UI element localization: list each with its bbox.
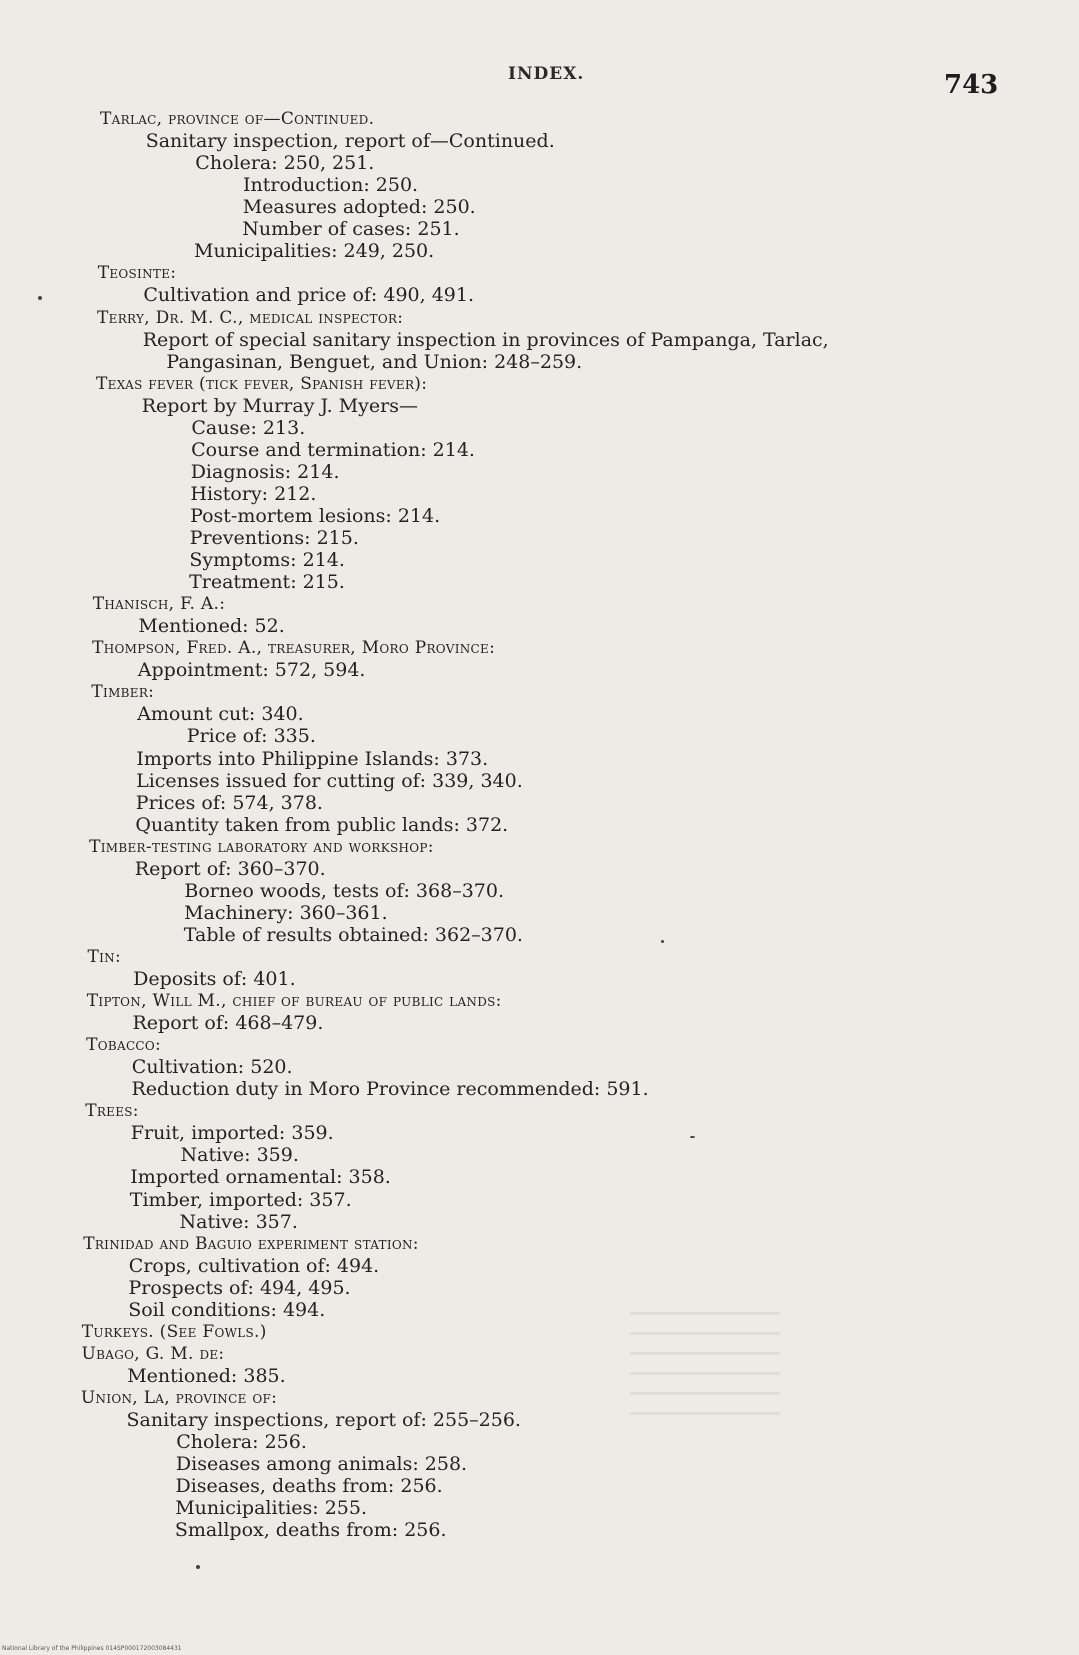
index-subentry: Symptoms: 214. xyxy=(189,549,345,571)
index-subentry: Native: 359. xyxy=(180,1144,299,1167)
index-subentry: Cholera: 256. xyxy=(176,1431,307,1453)
index-heading: Texas fever (tick fever, Spanish fever): xyxy=(96,373,428,394)
index-subentry: Table of results obtained: 362–370. xyxy=(183,923,523,946)
index-subentry: Report of: 360–370. xyxy=(134,857,326,880)
index-subentry: Prices of: 574, 378. xyxy=(135,791,323,814)
index-heading: Tipton, Will M., chief of bureau of public lands: xyxy=(86,991,502,1011)
index-heading: Trees: xyxy=(85,1101,139,1122)
index-subentry: Municipalities: 255. xyxy=(175,1497,368,1520)
index-subentry: Prospects of: 494, 495. xyxy=(128,1276,351,1299)
scan-footer-note: National Library of the Philippines 014SP000172003084431 xyxy=(2,1645,182,1652)
index-subentry: Price of: 335. xyxy=(186,725,316,748)
index-subentry: Machinery: 360–361. xyxy=(184,901,388,924)
ink-speck xyxy=(38,296,42,300)
index-subentry: Report of special sanitary inspection in provinces of Pampanga, Tarlac, xyxy=(142,328,829,351)
index-subentry: Pangasinan, Benguet, and Union: 248–259. xyxy=(166,350,583,373)
index-heading: Ubago, G. M. de: xyxy=(81,1343,225,1364)
index-subentry: Imports into Philippine Islands: 373. xyxy=(136,747,489,770)
index-heading: Thompson, Fred. A., treasurer, Moro Province: xyxy=(92,638,496,659)
index-heading: Trinidad and Baguio experiment station: xyxy=(83,1233,419,1254)
index-subentry: Amount cut: 340. xyxy=(137,703,304,726)
index-heading: Teosinte: xyxy=(97,263,177,284)
index-subentry: Appointment: 572, 594. xyxy=(137,659,366,682)
index-subentry: Cultivation: 520. xyxy=(131,1056,293,1079)
index-subentry: Report of: 468–479. xyxy=(132,1012,324,1035)
ink-speck xyxy=(196,1565,200,1569)
index-subentry: Diagnosis: 214. xyxy=(190,460,340,483)
index-heading: Union, La, province of: xyxy=(80,1387,278,1408)
index-subentry: Quantity taken from public lands: 372. xyxy=(135,813,509,836)
index-subentry: Deposits of: 401. xyxy=(133,968,296,990)
index-subentry: Diseases, deaths from: 256. xyxy=(175,1475,443,1498)
index-subentry: History: 212. xyxy=(190,482,317,505)
index-subentry: Soil conditions: 494. xyxy=(128,1298,326,1321)
index-heading: Timber-testing laboratory and workshop: xyxy=(89,836,434,857)
index-subentry: Sanitary inspection, report of—Continued. xyxy=(145,130,555,153)
index-subentry: Reduction duty in Moro Province recommended: 591. xyxy=(131,1078,649,1101)
index-subentry: Borneo woods, tests of: 368–370. xyxy=(184,879,505,902)
index-heading: Timber: xyxy=(91,682,155,703)
index-subentry: Imported ornamental: 358. xyxy=(130,1166,391,1189)
index-subentry: Diseases among animals: 258. xyxy=(175,1453,468,1475)
index-subentry: Measures adopted: 250. xyxy=(242,196,476,219)
index-heading: Turkeys. (See Fowls.) xyxy=(81,1321,267,1342)
index-subentry: Cause: 213. xyxy=(191,416,306,439)
index-subentry: Course and termination: 214. xyxy=(191,438,475,461)
index-heading: Tin: xyxy=(87,946,122,967)
index-subentry: Licenses issued for cutting of: 339, 340. xyxy=(136,769,523,792)
index-heading: Thanisch, F. A.: xyxy=(92,594,226,615)
index-subentry: Preventions: 215. xyxy=(189,526,359,549)
index-subentry: Cultivation and price of: 490, 491. xyxy=(143,284,475,307)
index-subentry: Sanitary inspections, report of: 255–256. xyxy=(126,1409,521,1431)
index-heading: Terry, Dr. M. C., medical inspector: xyxy=(97,307,404,328)
ink-speck xyxy=(690,1136,695,1138)
index-subentry: Introduction: 250. xyxy=(243,174,419,197)
page-number: 743 xyxy=(944,70,999,100)
index-subentry: Treatment: 215. xyxy=(189,571,345,594)
index-subentry: Crops, cultivation of: 494. xyxy=(128,1254,380,1277)
index-subentry: Native: 357. xyxy=(179,1210,298,1233)
index-subentry: Post-mortem lesions: 214. xyxy=(190,504,441,527)
index-subentry: Cholera: 250, 251. xyxy=(195,152,375,175)
index-subentry: Smallpox, deaths from: 256. xyxy=(174,1519,447,1542)
index-heading: Tarlac, province of—Continued. xyxy=(100,109,375,129)
index-subentry: Municipalities: 249, 250. xyxy=(194,240,435,263)
index-subentry: Fruit, imported: 359. xyxy=(130,1122,334,1145)
index-subentry: Mentioned: 52. xyxy=(138,615,285,638)
page-header-title: INDEX. xyxy=(508,64,585,84)
index-subentry: Timber, imported: 357. xyxy=(129,1188,352,1211)
index-subentry: Report by Murray J. Myers— xyxy=(141,394,418,417)
index-subentry: Number of cases: 251. xyxy=(242,218,460,241)
ink-speck xyxy=(661,940,664,943)
index-heading: Tobacco: xyxy=(86,1035,162,1056)
index-subentry: Mentioned: 385. xyxy=(127,1364,286,1387)
bleed-through-mark xyxy=(630,1295,780,1415)
